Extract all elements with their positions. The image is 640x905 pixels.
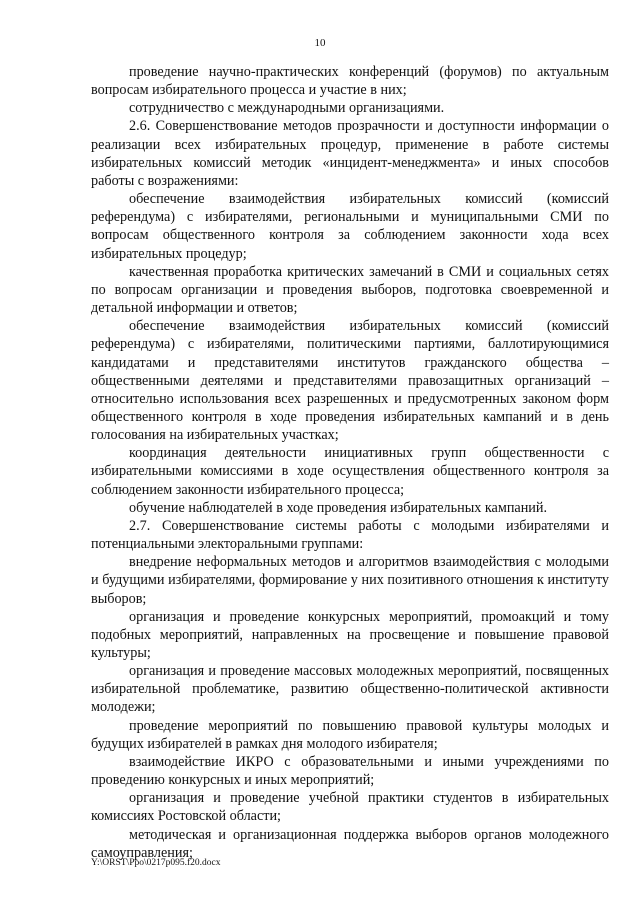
paragraph: проведение научно-практических конференций (форумов) по актуальным вопросам избирательного процесса и участие в них; <box>91 64 609 99</box>
paragraph: 2.6. Совершенствование методов прозрачности и доступности информации о реализации всех избирательных процедур, применение в работе системы избирательных комиссий методик «инцидент-менеджмента» и иных способов работы с возражениями: <box>91 118 609 189</box>
paragraph: сотрудничество с международными организациями. <box>129 100 445 117</box>
file-path-footer: Y:\ORST\Ppo\0217p095.f20.docx <box>91 858 221 868</box>
paragraph: взаимодействие ИКРО с образовательными и иными учреждениями по проведению конкурсных и иных мероприятий; <box>91 753 609 789</box>
paragraph: проведение мероприятий по повышению правовой культуры молодых и будущих избирателей в рамках дня молодого избирателя; <box>91 717 609 752</box>
paragraph: обеспечение взаимодействия избирательных комиссий (комиссий референдума) с избирателями, региональными и муниципальными СМИ по вопросам общественного контроля за соблюдением законности хода всех избирательных процедур; <box>91 191 609 262</box>
paragraph: организация и проведение учебной практики студентов в избирательных комиссиях Ростовской области; <box>91 790 609 825</box>
paragraph: качественная проработка критических замечаний в СМИ и социальных сетях по вопросам организации и проведения выборов, подготовка своевременной и детальной информации и ответов; <box>91 263 609 317</box>
document-body <box>91 63 609 862</box>
paragraph: обучение наблюдателей в ходе проведения избирательных кампаний. <box>129 499 548 516</box>
paragraph: организация и проведение конкурсных мероприятий, промоакций и тому подобных мероприятий, направленных на просвещение и повышение правовой культуры; <box>91 608 609 661</box>
paragraph: обеспечение взаимодействия избирательных комиссий (комиссий референдума) с избирателями, политическими партиями, баллотирующимися кандидатами и представителями институтов гражданского общества – общественными деятелями и представителями правозащитных организаций – относительно использования всех разрешенных и предусмотренных законом форм общественного контроля в ходе проведения избирательных кампаний и в день голосования на избирательных участках; <box>91 318 609 444</box>
paragraph: координация деятельности инициативных групп общественности с избирательными комиссиями в ходе осуществления общественного контроля за соблюдением законности избирательного процесса; <box>91 445 609 498</box>
page-number: 10 <box>314 37 326 49</box>
paragraph: 2.7. Совершенствование системы работы с молодыми избирателями и потенциальными электоральными группами: <box>91 517 609 553</box>
paragraph: методическая и организационная поддержка выборов органов молодежного самоуправления; <box>91 826 609 861</box>
paragraph: организация и проведение массовых молодежных мероприятий, посвященных избирательной проблематике, развитию общественно-политической активности молодежи; <box>91 663 609 716</box>
paragraph: внедрение неформальных методов и алгоритмов взаимодействия с молодыми и будущими избирателями, формирование у них позитивного отношения к институту выборов; <box>91 554 609 607</box>
